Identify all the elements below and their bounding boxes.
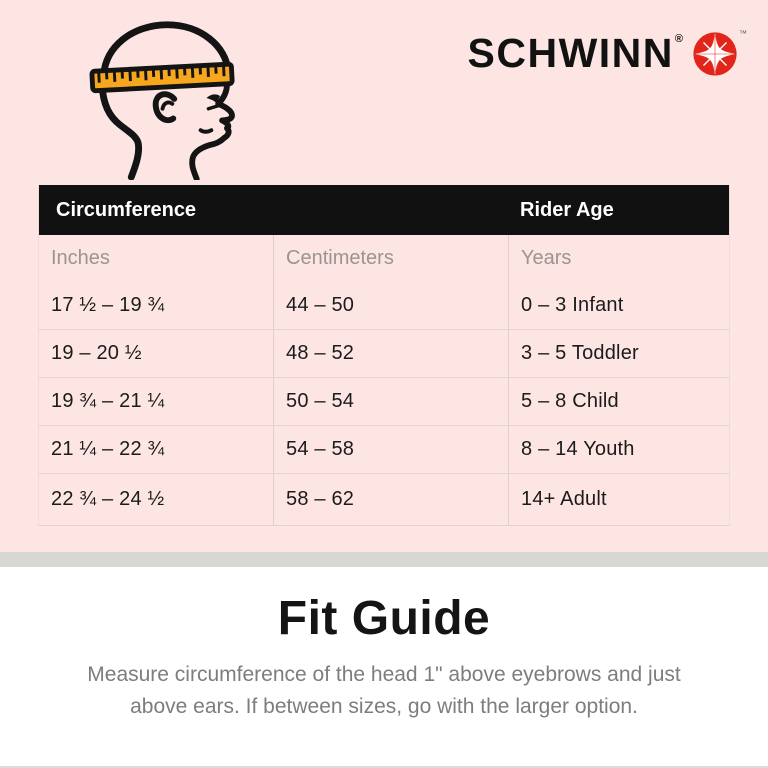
table-row-youth: [39, 425, 729, 473]
cell-inches: 22 ¾ – 24 ½: [39, 473, 273, 525]
header-rider-age: Rider Age: [520, 198, 614, 221]
cell-inches: 17 ½ – 19 ¾: [51, 293, 165, 316]
schwinn-star-icon: [692, 29, 747, 77]
measuring-tape: [92, 64, 232, 91]
table-subheader-row: [39, 235, 729, 281]
description-line-1: Measure circumference of the head 1" above eyebrows and just: [87, 663, 681, 686]
cell-centimeters: 54 – 58: [273, 425, 508, 473]
fit-table: [38, 185, 730, 526]
subheader-inches: Inches: [51, 246, 110, 269]
brand-lockup: [467, 29, 747, 76]
table-row-adult: [39, 473, 729, 525]
table-row-toddler: [39, 329, 729, 377]
brand-wordmark: SCHWINN: [467, 29, 674, 76]
cell-inches: 19 ¾ – 21 ¼: [39, 377, 273, 425]
cell-centimeters: 58 – 62: [273, 473, 508, 525]
cell-centimeters: 50 – 54: [273, 377, 508, 425]
cell-centimeters: 48 – 52: [273, 329, 508, 377]
registered-trademark: ®: [674, 33, 683, 45]
cell-inches: 19 – 20 ½: [39, 329, 273, 377]
subheader-years: Years: [508, 235, 729, 281]
header-spacer: [273, 185, 508, 235]
divider-band: [0, 552, 768, 567]
table-header-row: [39, 185, 729, 235]
cell-years: 3 – 5 Toddler: [508, 329, 729, 377]
fit-guide-description: [0, 659, 768, 723]
cell-years: 5 – 8 Child: [508, 377, 729, 425]
cell-inches: 21 ¼ – 22 ¾: [39, 425, 273, 473]
table-row-child: [39, 377, 729, 425]
cell-years: 0 – 3 Infant: [508, 281, 729, 329]
cell-years: 8 – 14 Youth: [508, 425, 729, 473]
header-circumference: Circumference: [56, 198, 197, 221]
table-row-infant: [39, 281, 729, 329]
logo-trademark: ™: [739, 29, 747, 38]
cell-centimeters: 44 – 50: [273, 281, 508, 329]
head-with-measuring-tape-icon: [78, 14, 250, 180]
description-line-2: above ears. If between sizes, go with the larger option.: [130, 695, 638, 718]
subheader-centimeters: Centimeters: [273, 235, 508, 281]
cell-years: 14+ Adult: [508, 473, 729, 525]
fit-guide-title: Fit Guide: [277, 592, 491, 645]
